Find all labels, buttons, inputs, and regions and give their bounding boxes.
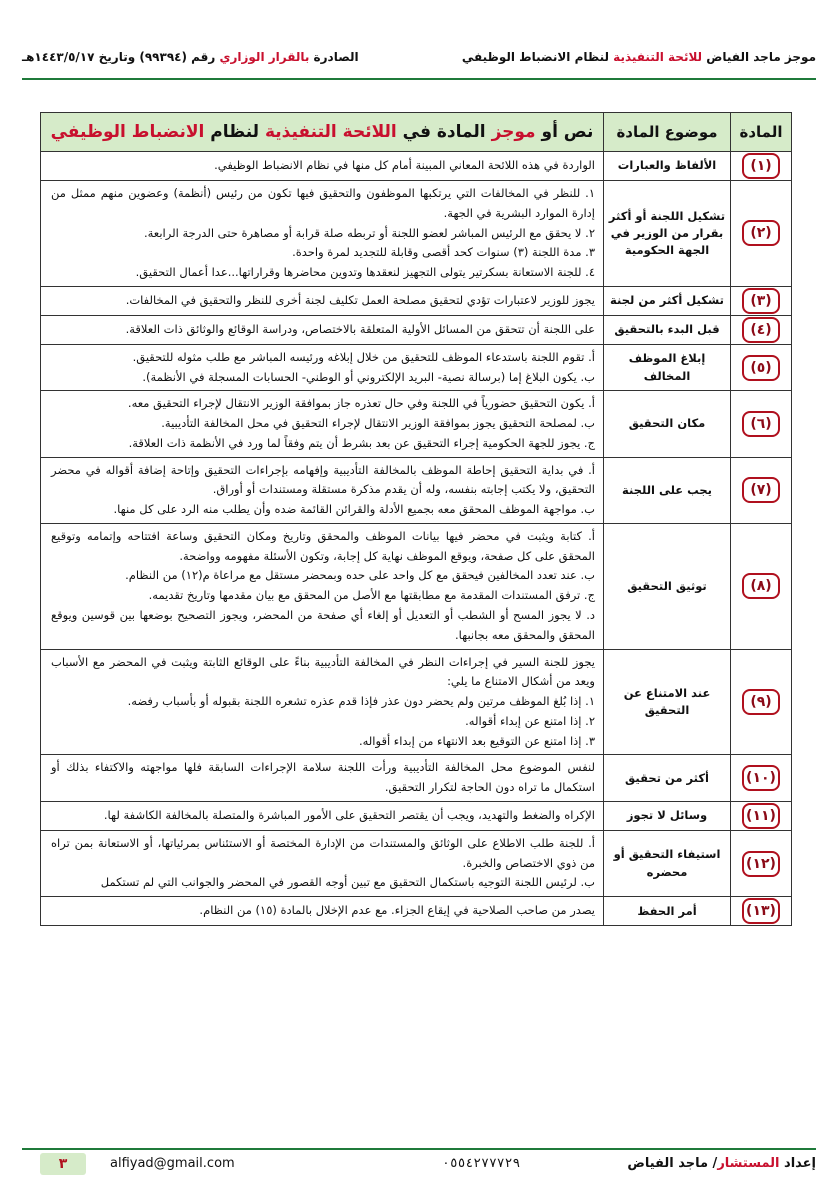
header-divider [22, 78, 816, 80]
issued-highlight: بالقرار الوزاري [219, 50, 310, 64]
article-number-cell [731, 523, 792, 649]
article-number-badge: (٨) [742, 573, 780, 599]
article-subject-cell: تشكيل اللجنة أو أكثر بقرار من الوزير في الجهة الحكومية [604, 181, 731, 287]
article-text-line: يصدر من صاحب الصلاحية في إيقاع الجزاء. مع عدم الإخلال بالمادة (١٥) من النظام. [199, 903, 595, 918]
article-text-line: ب. لرئيس اللجنة التوجيه باستكمال التحقيق مع تبين أوجه القصور في المحضر والجوانب التي لم تستكمل [100, 875, 595, 890]
footer-divider [22, 1148, 816, 1150]
doc-title-text-end: لنظام الانضباط الوظيفي [461, 50, 614, 64]
page-header [22, 40, 816, 74]
article-subject-cell: وسائل لا تجوز [604, 801, 731, 830]
article-number-badge: (١١) [742, 803, 780, 829]
article-number-cell [731, 830, 792, 896]
table-row [41, 181, 792, 287]
doc-title-text: موجز ماجد الفياض [702, 50, 816, 64]
article-number-badge: (٤) [742, 317, 780, 343]
article-text-line: د. لا يجوز المسح أو الشطب أو التعديل أو إلغاء أي صفحة من المحضر، ويجوز التصحيح بوضعها بين قوسين ويوقع المحقق والمحقق معه بجانبها. [51, 608, 595, 642]
article-number-cell [731, 181, 792, 287]
article-number-cell [731, 152, 792, 181]
page-footer [22, 1152, 816, 1178]
article-subject-cell: أكثر من تحقيق [604, 755, 731, 802]
article-text-cell [41, 830, 604, 896]
article-number-badge: (٧) [742, 477, 780, 503]
article-number-cell [731, 457, 792, 523]
article-text-line: ج. ترفق المستندات المقدمة مع مطابقتها مع الأصل من المحقق مع بيان مقدمها وتاريخ تقديمه. [148, 588, 595, 603]
article-subject-cell: مكان التحقيق [604, 391, 731, 457]
table-row [41, 755, 792, 802]
article-number-badge: (١٠) [742, 765, 780, 791]
article-text-cell [41, 755, 604, 802]
article-text-line: الإكراه والضغط والتهديد، ويجب أن يقتصر التحقيق على الأمور المباشرة والمتصلة بالمخالفة الكاشفة لها. [103, 808, 595, 823]
article-text-cell [41, 457, 604, 523]
article-text-cell [41, 181, 604, 287]
article-text-line: ٢. إذا امتنع عن إبداء أقواله. [465, 713, 595, 728]
article-text-cell [41, 897, 604, 926]
article-text-cell [41, 649, 604, 755]
column-header-text [41, 113, 604, 152]
article-text-line: أ. يكون التحقيق حضورياً في اللجنة وفي حال تعذره جاز بموافقة الوزير الانتقال لإجراء التحقيق معه. [127, 396, 595, 411]
article-text-cell [41, 523, 604, 649]
article-subject-cell: توثيق التحقيق [604, 523, 731, 649]
article-text-line: ١. إذا بُلغ الموظف مرتين ولم يحضر دون عذر فإذا قدم عذره تشعره اللجنة بقبوله أو بأسباب رفضه. [127, 694, 595, 709]
col-text-p1: نص أو [535, 122, 594, 142]
phone-number: ٠٥٥٤٢٧٧٧٢٩ [442, 1156, 521, 1171]
col-text-p5: لنظام [204, 122, 265, 142]
article-subject-cell: تشكيل أكثر من لجنة [604, 286, 731, 315]
issuance-info [22, 50, 359, 64]
article-text-line: ب. مواجهة الموظف المحقق معه بجميع الأدلة والقرائن القائمة ضده وأن يطلب منه الرد على كل منها. [113, 502, 595, 517]
article-text-line: أ. للجنة طلب الاطلاع على الوثائق والمستندات من الإدارة المختصة أو الاستئناس بمرئياتها، أو الاستعانة بمن تراه من ذوي الاختصاص والخبرة. [51, 835, 595, 870]
article-number-badge: (٥) [742, 355, 780, 381]
table-row [41, 897, 792, 926]
col-text-p3: المادة في [396, 122, 492, 142]
article-text-line: لنفس الموضوع محل المخالفة التأديبية ورأت اللجنة سلامة الإجراءات السابقة فلها مواجهته والاكتفاء بذلك أو استكمال ما تراه دون الحاجة لتكرار التحقيق. [51, 760, 595, 795]
article-subject-cell: عند الامتناع عن التحقيق [604, 649, 731, 755]
article-number-cell [731, 344, 792, 391]
col-text-p6: الانضباط الوظيفي [50, 122, 205, 142]
article-text-line: أ. تقوم اللجنة باستدعاء الموظف للتحقيق من خلال إبلاغه ورئيسه المباشر مع طلب مثوله للتحقيق. [132, 349, 595, 364]
article-number-cell [731, 315, 792, 344]
article-subject-cell: إبلاغ الموظف المخالف [604, 344, 731, 391]
column-header-article: المادة [731, 113, 792, 152]
issued-text-end: رقم (٩٩٣٩٤) وتاريخ ١٤٤٣/٥/١٧هـ [22, 50, 220, 64]
article-number-cell [731, 391, 792, 457]
document-title [462, 50, 816, 64]
article-number-badge: (٣) [742, 288, 780, 314]
article-number-cell [731, 755, 792, 802]
article-text-line: ٣. مدة اللجنة (٣) سنوات كحد أقصى وقابلة للتجديد لمرة واحدة. [292, 245, 595, 260]
article-text-line: ب. لمصلحة التحقيق يجوز بموافقة الوزير الانتقال لإجراء التحقيق في محل المخالفة التأديبية. [161, 416, 595, 431]
table-header-row [41, 113, 792, 152]
article-text-cell [41, 152, 604, 181]
table-row [41, 457, 792, 523]
author-prefix: إعداد [779, 1156, 816, 1171]
author-name: / ماجد الفياض [627, 1156, 718, 1171]
article-text-cell [41, 315, 604, 344]
article-text-cell [41, 286, 604, 315]
article-text-line: ٤. للجنة الاستعانة بسكرتير يتولى التجهيز لنعقدها وتدوين محاضرها وقراراتها...عدا أعمال التحقيق. [135, 265, 595, 280]
article-number-badge: (١٢) [742, 851, 780, 877]
table-row [41, 315, 792, 344]
article-subject-cell: الألفاظ والعبارات [604, 152, 731, 181]
table-row [41, 152, 792, 181]
col-text-p4: اللائحة التنفيذية [264, 122, 397, 142]
article-text-line: الواردة في هذه اللائحة المعاني المبينة أمام كل منها في نظام الانضباط الوظيفي. [214, 158, 595, 173]
article-number-cell [731, 801, 792, 830]
article-text-line: أ. في بداية التحقيق إحاطة الموظف بالمخالفة التأديبية وإفهامه بإجراءات التحقيق وإتاحة إضافة أقواله في محضر التحقيق، ولا يكتب إجابته بنفسه، وله أن يقدم مذكرة مستقلة ومستندات أو أوراق. [51, 462, 595, 497]
article-number-badge: (١٣) [742, 898, 780, 924]
author-role: المستشار [717, 1156, 780, 1171]
article-text-line: ج. يجوز للجهة الحكومية إجراء التحقيق عن بعد بشرط أن يتم وفقاً لما ورد في الأنظمة ذات العلاقة. [128, 435, 595, 450]
author-credit [627, 1156, 816, 1171]
article-number-cell [731, 897, 792, 926]
doc-title-highlight: للائحة التنفيذية [613, 50, 703, 64]
table-body [41, 152, 792, 926]
article-subject-cell: أمر الحفظ [604, 897, 731, 926]
table-row [41, 801, 792, 830]
article-number-badge: (٩) [742, 689, 780, 715]
table-row [41, 523, 792, 649]
email-address: alfiyad@gmail.com [110, 1156, 235, 1171]
article-text-line: ٢. لا يحقق مع الرئيس المباشر لعضو اللجنة أو تربطه صلة قرابة أو مصاهرة حتى الدرجة الرابعة. [143, 225, 595, 240]
article-text-line: ب. يكون البلاغ إما (برسالة نصية- البريد الإلكتروني أو الوطني- الحسابات المسجلة في الأنظمة). [142, 369, 595, 384]
article-text-cell [41, 801, 604, 830]
article-text-line: على اللجنة أن تتحقق من المسائل الأولية المتعلقة بالاختصاص، ودراسة الوقائع والوثائق ذات العلاقة. [125, 321, 595, 336]
articles-table [40, 112, 792, 926]
article-text-line: يجوز للجنة السير في إجراءات النظر في المخالفة التأديبية بناءً على الوقائع الثابتة ويثبت في المحضر مع الأسباب ويعد من أشكال الامتناع ما يلي: [51, 654, 595, 689]
col-text-p2: موجز [491, 122, 536, 142]
article-subject-cell: يجب على اللجنة [604, 457, 731, 523]
column-header-subject: موضوع المادة [604, 113, 731, 152]
article-text-line: ب. عند تعدد المخالفين فيحقق مع كل واحد على حده وبمحضر مستقل مع مراعاة م(١٢) من النظام. [125, 568, 595, 583]
table-row [41, 391, 792, 457]
table-row [41, 286, 792, 315]
issued-text: الصادرة [309, 50, 359, 64]
article-text-cell [41, 391, 604, 457]
article-number-cell [731, 649, 792, 755]
article-subject-cell: استيفاء التحقيق أو محضره [604, 830, 731, 896]
article-text-cell [41, 344, 604, 391]
table-row [41, 830, 792, 896]
article-number-badge: (٦) [742, 411, 780, 437]
article-text-line: ١. للنظر في المخالفات التي يرتكبها الموظفون والتحقيق فيها تكون من رئيس (أنظمة) وعضوين منهم ممثل من إدارة الموارد البشرية في الجهة. [51, 186, 595, 220]
article-text-line: ٣. إذا امتنع عن التوقيع بعد الانتهاء من إبداء أقواله. [358, 733, 595, 748]
table-row [41, 344, 792, 391]
article-number-badge: (١) [742, 153, 780, 179]
page-number: ٣ [40, 1153, 86, 1175]
article-subject-cell: قبل البدء بالتحقيق [604, 315, 731, 344]
article-text-line: يجوز للوزير لاعتبارات تؤدي لتحقيق مصلحة العمل تكليف لجنة أخرى للنظر والتحقيق في المخالفات. [125, 292, 595, 307]
article-number-cell [731, 286, 792, 315]
article-number-badge: (٢) [742, 220, 780, 246]
article-text-line: أ. كتابة ويثبت في محضر فيها بيانات الموظف والمحقق وتاريخ ومكان التحقيق وساعة افتتاحه وإتمامه وتوقيع المحقق على كل صفحة، ويوقع الموظف نهاية كل إجابة، وتكون الأسئلة مفهومه وواضحة. [51, 528, 595, 563]
articles-table-container [40, 112, 792, 926]
table-row [41, 649, 792, 755]
